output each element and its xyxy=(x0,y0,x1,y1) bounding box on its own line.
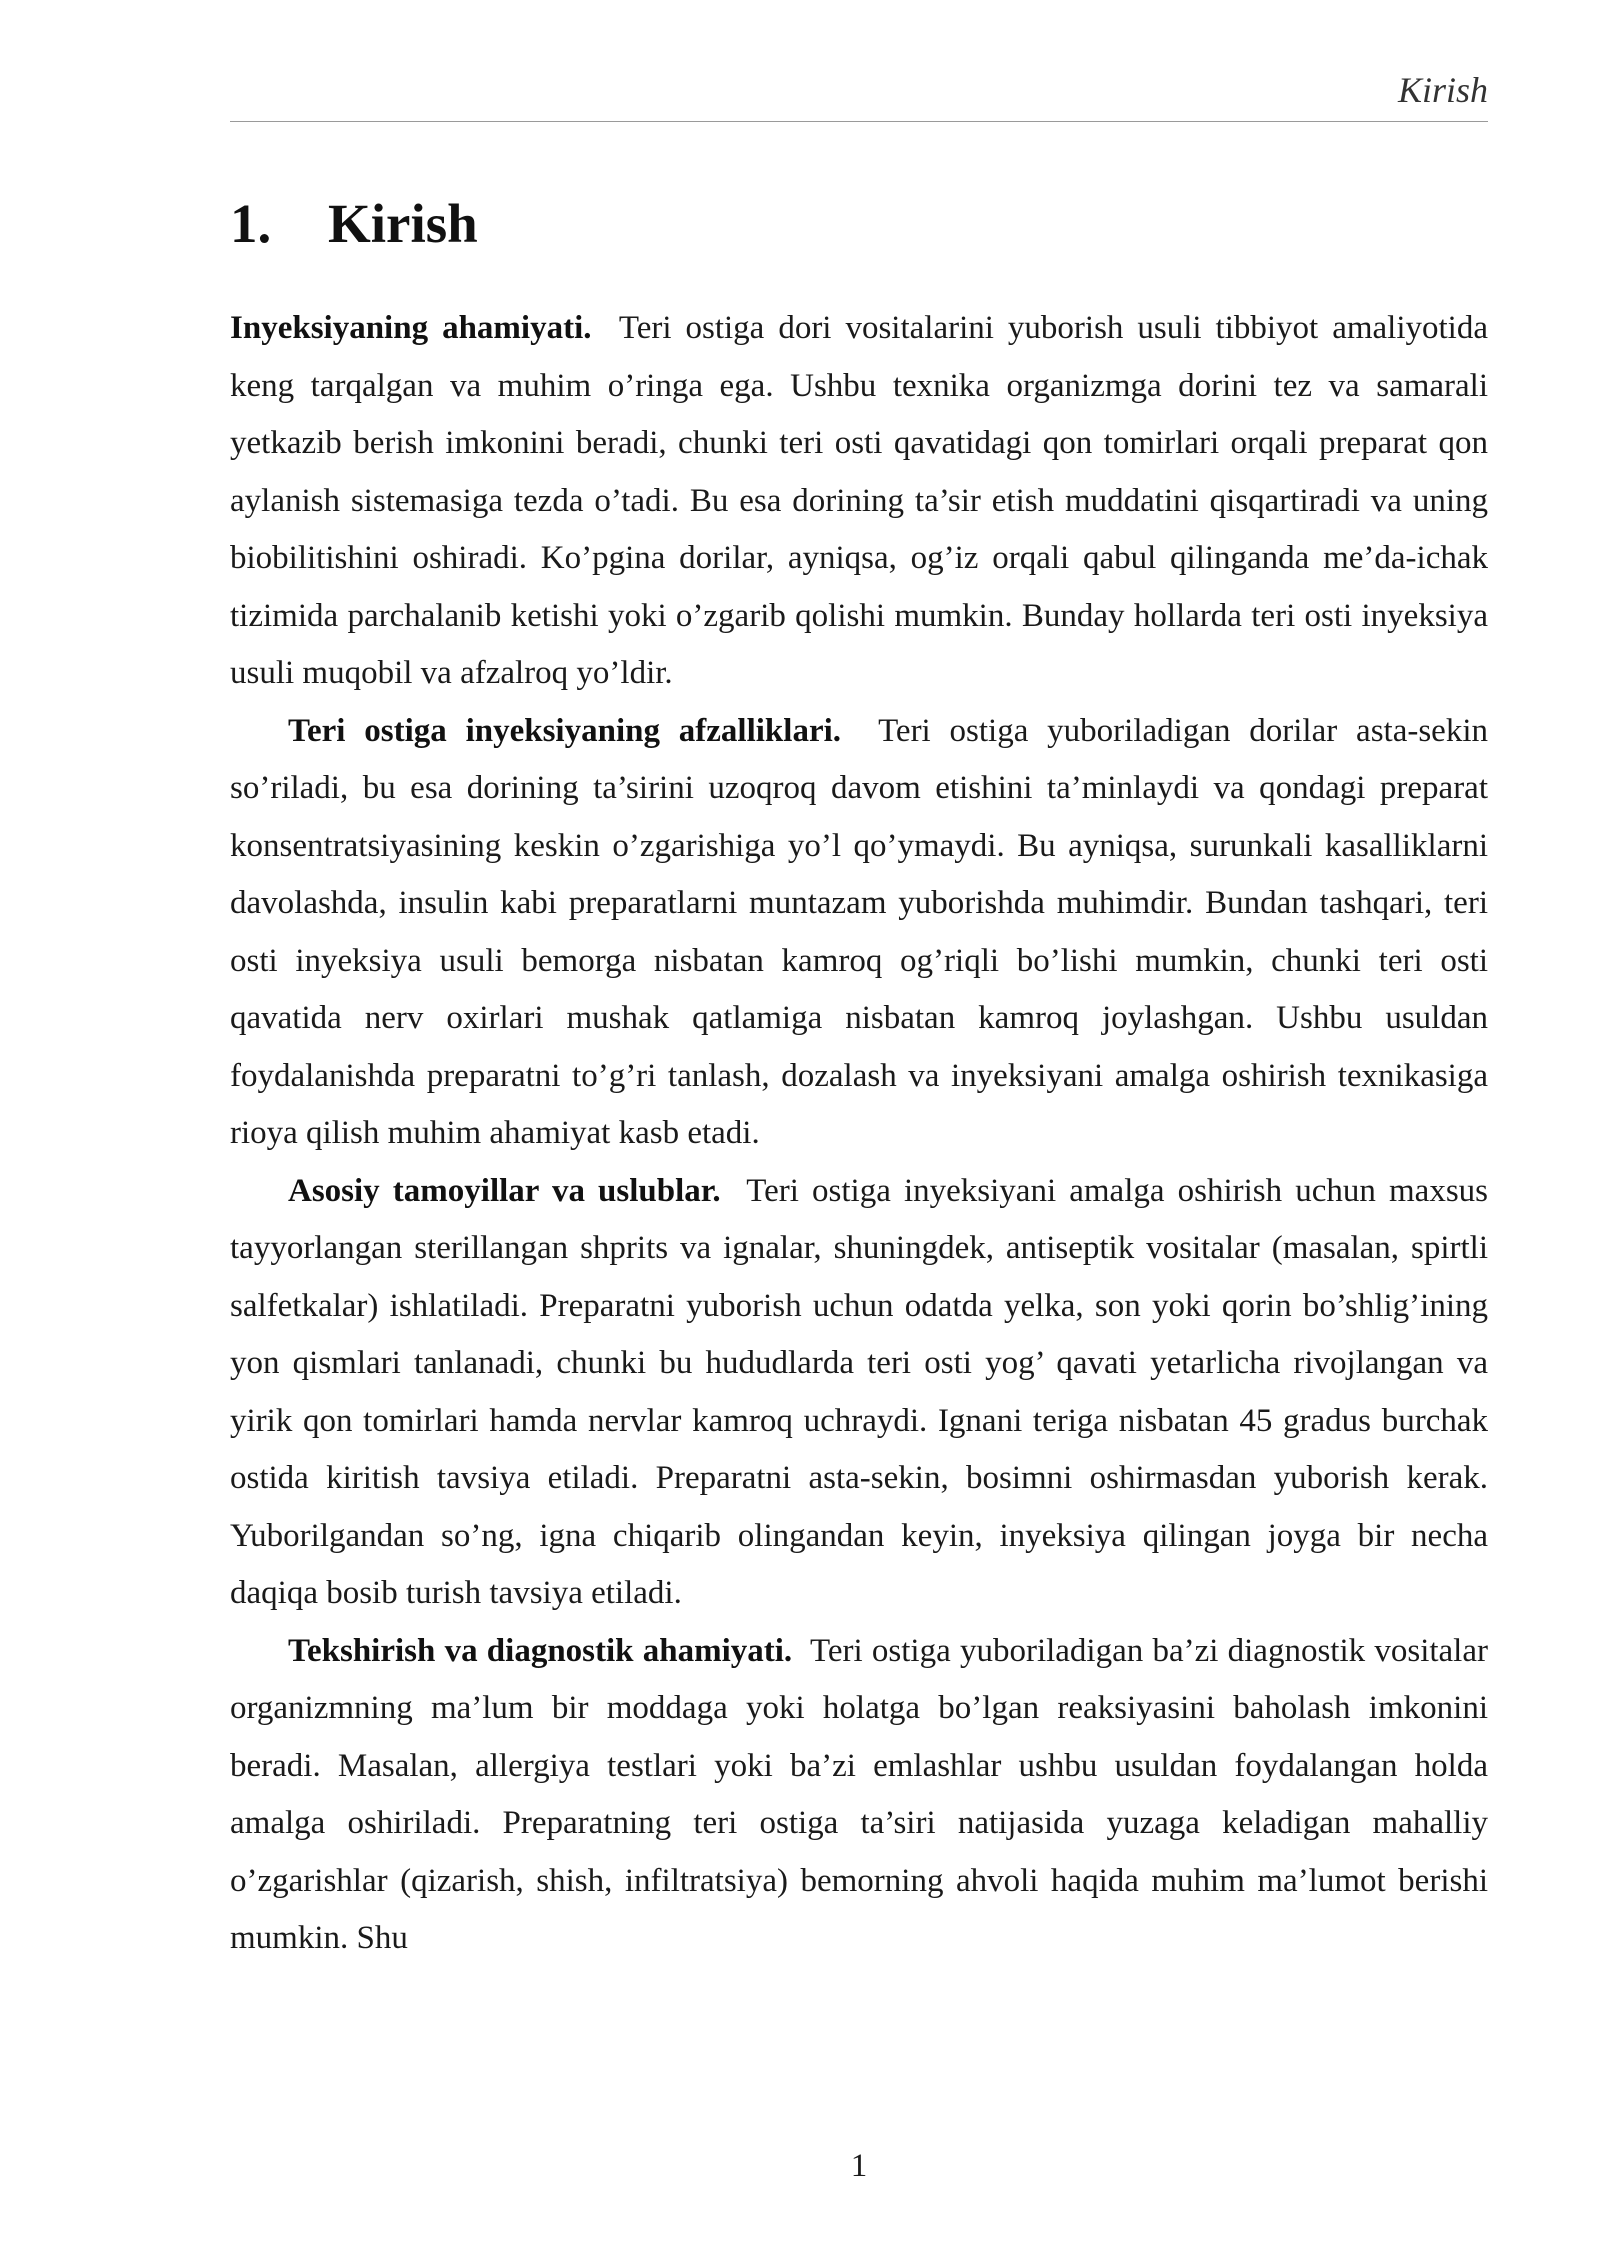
paragraph-heading: Asosiy tamoyillar va uslublar. xyxy=(288,1172,721,1209)
paragraph-text: Teri ostiga inyeksiyani amalga oshirish uchun maxsus tayyorlangan sterillangan shprits va ignalar, shuningdek, antiseptik vositalar (masalan, spirtli salfetkalar) ishlatiladi. Preparatni yuborish uchun odatda yelka, son yoki qorin bo’shlig’ining yon qismlari tanlanadi, chunki bu hududlarda teri osti yog’ qavati yetarlicha rivojlangan va yirik qon tomirlari hamda nervlar kamroq uchraydi. Ignani teriga nisbatan 45 gradus burchak ostida kiritish tavsiya etiladi. Preparatni asta-sekin, bosimni oshirmasdan yuborish kerak. Yuborilgandan so’ng, igna chiqarib olingandan keyin, inyeksiya qilingan joyga bir necha daqiqa bosib turish tavsiya etiladi. xyxy=(230,1172,1488,1611)
chapter-number: 1. xyxy=(230,193,272,254)
running-header: Kirish xyxy=(1397,70,1488,110)
paragraph-importance xyxy=(230,300,1488,703)
paragraph-diagnostics xyxy=(230,1623,1488,1968)
paragraph-text: Teri ostiga yuboriladigan ba’zi diagnostik vositalar organizmning ma’lum bir moddaga yoki holatga bo’lgan reaksiyasini baholash imkonini beradi. Masalan, allergiya testlari yoki ba’zi emlashlar ushbu usuldan foydalangan holda amalga oshiriladi. Preparatning teri ostiga ta’siri natijasida yuzaga keladigan mahalliy o’zgarishlar (qizarish, shish, infiltratsiya) bemorning ahvoli haqida muhim ma’lumot berishi mumkin. Shu xyxy=(230,1632,1488,1956)
chapter-title-text: Kirish xyxy=(328,193,478,254)
paragraph-heading: Tekshirish va diagnostik ahamiyati. xyxy=(288,1632,793,1669)
paragraph-text: Teri ostiga dori vositalarini yuborish usuli tibbiyot amaliyotida keng tarqalgan va muhim o’ringa ega. Ushbu texnika organizmga dorini tez va samarali yetkazib berish imkonini beradi, chunki teri osti qavatidagi qon tomirlari orqali preparat qon aylanish sistemasiga tezda o’tadi. Bu esa dorining ta’sir etish muddatini qisqartiradi va uning biobilitishini oshiradi. Ko’pgina dorilar, ayniqsa, og’iz orqali qabul qilinganda me’da-ichak tizimida parchalanib ketishi yoki o’zgarib qolishi mumkin. Bunday hollarda teri osti inyeksiya usuli muqobil va afzalroq yo’ldir. xyxy=(230,310,1488,691)
document-page xyxy=(230,0,1488,2262)
paragraph-heading: Inyeksiyaning ahamiyati. xyxy=(230,310,592,346)
paragraph-principles xyxy=(230,1163,1488,1623)
body-text xyxy=(230,300,1488,1968)
header-rule xyxy=(230,121,1488,122)
paragraph-text: Teri ostiga yuboriladigan dorilar asta-sekin so’riladi, bu esa dorining ta’sirini uzoqroq davom etishini ta’minlaydi va qondagi preparat konsentratsiyasining keskin o’zgarishiga yo’l qo’ymaydi. Bu ayniqsa, surunkali kasalliklarni davolashda, insulin kabi preparatlarni muntazam yuborishda muhimdir. Bundan tashqari, teri osti inyeksiya usuli bemorga nisbatan kamroq og’riqli bo’lishi mumkin, chunki teri osti qavatida nerv oxirlari mushak qatlamiga nisbatan kamroq joylashgan. Ushbu usuldan foydalanishda preparatni to’g’ri tanlash, dozalash va inyeksiyani amalga oshirish texnikasiga rioya qilish muhim ahamiyat kasb etadi. xyxy=(230,712,1488,1151)
chapter-title xyxy=(230,193,478,254)
page-number: 1 xyxy=(850,2148,868,2184)
paragraph-advantages xyxy=(230,703,1488,1163)
paragraph-heading: Teri ostiga inyeksiyaning afzalliklari. xyxy=(288,712,842,749)
